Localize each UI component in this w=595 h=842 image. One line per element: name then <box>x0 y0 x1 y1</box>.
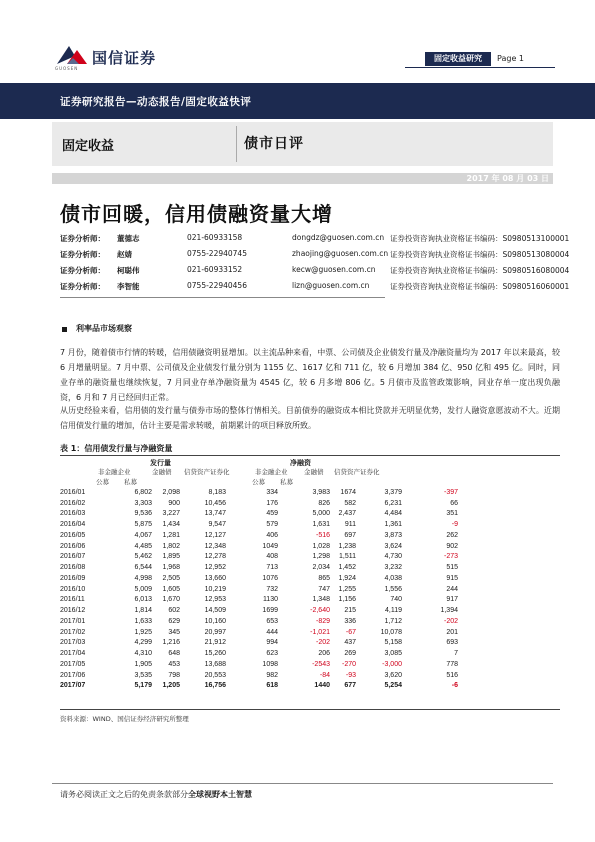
table-cell: 9,547 <box>208 521 226 529</box>
table-cell: -67 <box>345 628 356 636</box>
table-pad <box>458 541 560 552</box>
category-right: 债市日评 <box>244 136 304 152</box>
footer-slogan: 全球视野本土智慧 <box>188 790 252 799</box>
table-source: 资料来源：WIND、国信证券经济研究所整理 <box>60 715 189 723</box>
table-pad <box>458 519 560 530</box>
table-cell: 10,160 <box>204 617 226 625</box>
table-cell: 1,028 <box>312 542 330 550</box>
analyst-email[interactable]: dongdz@guosen.com.cn <box>292 233 385 242</box>
col-sub-private: 私募 <box>124 478 137 486</box>
table-cell: 3,535 <box>134 671 152 679</box>
table-cell: 8,183 <box>208 488 226 496</box>
table-cell: 406 <box>266 531 278 539</box>
table-cell: 6,231 <box>384 499 402 507</box>
table-cell: 911 <box>344 521 356 529</box>
table-cell: 21,912 <box>204 639 226 647</box>
table-cell: 12,127 <box>204 531 226 539</box>
row-month: 2016/07 <box>60 553 86 561</box>
section-bullet-icon <box>62 327 67 332</box>
table-cell: 1,633 <box>134 617 152 625</box>
table-cell: 206 <box>318 650 330 658</box>
table-cell: 915 <box>446 574 458 582</box>
table-cell: -84 <box>319 671 330 679</box>
table-pad <box>458 584 560 595</box>
analyst-name: 赵婧 <box>117 250 132 259</box>
analyst-row <box>60 233 570 247</box>
table-pad <box>458 530 560 541</box>
table-row <box>60 605 560 616</box>
table-cell: 1,631 <box>312 521 330 529</box>
table-cell: 5,875 <box>134 521 152 529</box>
table-cell: 732 <box>266 585 278 593</box>
analyst-license: 证券投资咨询执业资格证书编码：S0980516060001 <box>390 282 570 291</box>
table-pad <box>458 648 560 659</box>
table-cell: 334 <box>266 488 278 496</box>
table-cell: 66 <box>450 499 458 507</box>
table-cell: 1,905 <box>134 660 152 668</box>
table-cell: 677 <box>344 682 356 690</box>
footer-rule <box>52 783 553 784</box>
table-pad <box>458 595 560 606</box>
table-cell: 1,281 <box>162 531 180 539</box>
table-cell: 1,434 <box>162 521 180 529</box>
footer-disclaimer <box>60 789 252 800</box>
table-cell: 10,078 <box>380 628 402 636</box>
analyst-name: 董德志 <box>117 234 140 243</box>
table-cell: 740 <box>390 596 402 604</box>
row-month: 2016/11 <box>60 596 85 604</box>
table-row <box>60 487 560 498</box>
table-cell: 1,348 <box>312 596 330 604</box>
header-rule <box>405 67 555 68</box>
table-cell: 201 <box>446 628 458 636</box>
table-cell: 747 <box>318 585 330 593</box>
table-row <box>60 562 560 573</box>
footer-text: 请务必阅读正文之后的免责条款部分 <box>60 790 188 799</box>
table-row <box>60 681 560 692</box>
table-row <box>60 573 560 584</box>
table-cell: 15,260 <box>204 650 226 658</box>
table-cell: 4,998 <box>134 574 152 582</box>
table-row <box>60 659 560 670</box>
table-cell: -516 <box>315 531 330 539</box>
table-cell: 1,605 <box>162 585 180 593</box>
analyst-row <box>60 281 570 295</box>
table-cell: 1076 <box>262 574 278 582</box>
table-cell: 618 <box>266 682 278 690</box>
table-cell: -202 <box>315 639 330 647</box>
table-cell: 648 <box>168 650 180 658</box>
table-cell: 697 <box>344 531 356 539</box>
row-month: 2016/04 <box>60 521 86 529</box>
table-cell: 10,456 <box>204 499 226 507</box>
table-cell: 3,983 <box>312 488 330 496</box>
table-cell: 4,310 <box>134 650 152 658</box>
table-cell: 1,968 <box>162 564 180 572</box>
table-cell: 437 <box>344 639 356 647</box>
table-cell: -270 <box>341 660 356 668</box>
table-cell: 902 <box>446 542 458 550</box>
table-cell: 5,254 <box>384 682 402 690</box>
table-cell: 653 <box>266 617 278 625</box>
col-head-nonfin-net: 非金融企业 <box>255 468 288 476</box>
table-cell: 7 <box>454 650 458 658</box>
row-month: 2017/06 <box>60 671 86 679</box>
category-left: 固定收益 <box>62 139 115 154</box>
table-cell: 5,179 <box>134 682 152 690</box>
table-cell: 1699 <box>262 607 278 615</box>
table-cell: 4,299 <box>134 639 152 647</box>
table-top-rule <box>60 455 560 456</box>
table-cell: 1,814 <box>134 607 152 615</box>
table-row <box>60 670 560 681</box>
table-cell: 602 <box>168 607 180 615</box>
table-cell: 13,660 <box>204 574 226 582</box>
table-cell: 693 <box>446 639 458 647</box>
table-cell: 1,205 <box>162 682 180 690</box>
table-cell: 6,013 <box>134 596 152 604</box>
table-pad <box>458 681 560 692</box>
row-month: 2016/12 <box>60 607 86 615</box>
table-cell: 1,255 <box>338 585 356 593</box>
table-cell: 3,232 <box>384 564 402 572</box>
table-cell: 4,730 <box>384 553 402 561</box>
table-cell: 1,298 <box>312 553 330 561</box>
table-cell: 994 <box>266 639 278 647</box>
analyst-email[interactable]: kecw@guosen.com.cn <box>292 265 376 274</box>
table-cell: 6,544 <box>134 564 152 572</box>
analyst-phone: 0755-22940745 <box>187 249 247 258</box>
analyst-license: 证券投资咨询执业资格证书编码：S0980513080004 <box>390 250 570 259</box>
table-title: 表 1：信用债发行量与净融资量 <box>60 444 173 453</box>
table-pad <box>458 627 560 638</box>
table-cell: 1,452 <box>338 564 356 572</box>
table-cell: 4,484 <box>384 510 402 518</box>
table-cell: 1,216 <box>162 639 180 647</box>
table-cell: -202 <box>443 617 458 625</box>
table-cell: 629 <box>168 617 180 625</box>
col-head-abs-net: 信贷资产证券化 <box>334 468 380 476</box>
table-pad <box>458 573 560 584</box>
table-cell: 12,953 <box>204 596 226 604</box>
row-month: 2016/06 <box>60 542 86 550</box>
table-cell: 1049 <box>262 542 278 550</box>
table-row <box>60 616 560 627</box>
table-cell: 1,156 <box>338 596 356 604</box>
table-cell: 3,620 <box>384 671 402 679</box>
row-month: 2017/05 <box>60 660 86 668</box>
row-month: 2016/01 <box>60 488 86 496</box>
col-head-abs: 信贷资产证券化 <box>184 468 230 476</box>
table-cell: 3,085 <box>384 650 402 658</box>
table-cell: 1440 <box>314 682 330 690</box>
table-cell: 262 <box>446 531 458 539</box>
table-cell: 351 <box>446 510 458 518</box>
table-pad <box>458 659 560 670</box>
table-cell: 20,553 <box>204 671 226 679</box>
report-type-tag: 固定收益研究 <box>425 52 491 66</box>
table-cell: 444 <box>266 628 278 636</box>
group-head-net-financing: 净融资 <box>290 459 311 467</box>
table-pad <box>458 498 560 509</box>
table-cell: 4,067 <box>134 531 152 539</box>
table-cell: 12,952 <box>204 564 226 572</box>
table-cell: 244 <box>446 585 458 593</box>
table-cell: 215 <box>344 607 356 615</box>
analyst-role: 证券分析师： <box>60 234 105 243</box>
analyst-license: 证券投资咨询执业资格证书编码：S0980516080004 <box>390 266 570 275</box>
table-cell: 14,509 <box>204 607 226 615</box>
analyst-row <box>60 265 570 279</box>
report-title: 债市回暖，信用债融资量大增 <box>60 202 333 226</box>
table-row <box>60 595 560 606</box>
analyst-row <box>60 249 570 263</box>
table-cell: 176 <box>266 499 278 507</box>
table-cell: 1,712 <box>384 617 402 625</box>
table-cell: 3,873 <box>384 531 402 539</box>
table-cell: -6 <box>451 682 458 690</box>
col-sub-public: 公募 <box>96 478 109 486</box>
table-cell: 2,505 <box>162 574 180 582</box>
table-row <box>60 584 560 595</box>
analyst-role: 证券分析师： <box>60 266 105 275</box>
table-pad <box>458 670 560 681</box>
table-cell: 13,688 <box>204 660 226 668</box>
guosen-logo-icon <box>55 44 89 66</box>
table-cell: 516 <box>446 671 458 679</box>
col-head-nonfin: 非金融企业 <box>98 468 131 476</box>
table-pad <box>458 487 560 498</box>
paragraph-2: 从历史经验来看，信用债的发行量与债券市场的整体行情相关。目前债券的融资成本相比贷款并无明显优势，发行人融资意愿波动不大。近期信用债发行量的增加，估计主要是需求转暖，前期累计的项目释放所致。 <box>60 406 560 430</box>
col-sub-private-net: 私募 <box>280 478 293 486</box>
table-cell: 4,038 <box>384 574 402 582</box>
table-row <box>60 519 560 530</box>
table-cell: -1,021 <box>310 628 330 636</box>
table-cell: -93 <box>345 671 356 679</box>
table-cell: 778 <box>446 660 458 668</box>
table-cell: 582 <box>344 499 356 507</box>
table-cell: 459 <box>266 510 278 518</box>
row-month: 2017/01 <box>60 617 86 625</box>
table-pad <box>458 638 560 649</box>
table-row <box>60 552 560 563</box>
table-cell: 3,624 <box>384 542 402 550</box>
table-cell: 4,119 <box>385 607 402 615</box>
table-cell: 9,536 <box>134 510 152 518</box>
table-cell: 579 <box>266 521 278 529</box>
paragraph-1: 7 月份，随着债市行情的转暖，信用债融资明显增加。以主流品种来看，中票、公司债及企业债发行量及净融资量均为 2017 年以来最高，较 6 月增量明显。7 月中票、公司债及企业债发行量分别为 1155 亿、1617 亿和 711 亿，较 6 月增加 384 亿、950 亿和 495 亿。同时，同业存单的融资量也继续恢复，7 月同业存单净融资量为 4545 亿，较 6 月多增 806 亿。5 月债市及监管政策影响，同业存单一度出现负融资，6 月和 7 月已经回归正常。 <box>60 348 560 402</box>
table-cell: 5,462 <box>134 553 152 561</box>
table-cell: 1,924 <box>338 574 356 582</box>
col-head-fin: 金融债 <box>152 468 172 476</box>
table-cell: 917 <box>446 596 458 604</box>
analyst-email[interactable]: zhaojing@guosen.com.cn <box>292 249 389 258</box>
table-cell: 1,361 <box>384 521 402 529</box>
analyst-role: 证券分析师： <box>60 250 105 259</box>
analyst-license: 证券投资咨询执业资格证书编码：S0980513100001 <box>390 234 570 243</box>
table-pad <box>458 605 560 616</box>
table-cell: 13,747 <box>204 510 226 518</box>
table-cell: 3,227 <box>162 510 180 518</box>
table-bottom-rule <box>60 709 560 710</box>
table-pad <box>458 562 560 573</box>
table-cell: 453 <box>168 660 180 668</box>
analyst-rule <box>60 297 385 298</box>
table-cell: 12,348 <box>204 542 226 550</box>
credit-bond-table <box>60 487 560 691</box>
row-month: 2016/02 <box>60 499 86 507</box>
category-divider <box>236 126 237 162</box>
table-cell: -273 <box>443 553 458 561</box>
table-cell: -2543 <box>312 660 330 668</box>
analyst-name: 李智能 <box>117 282 140 291</box>
table-cell: 16,756 <box>204 682 226 690</box>
row-month: 2016/10 <box>60 585 86 593</box>
table-row <box>60 509 560 520</box>
table-cell: 1130 <box>262 596 278 604</box>
col-head-fin-net: 金融债 <box>304 468 324 476</box>
section-title: 利率品市场观察 <box>76 324 132 333</box>
table-cell: 1674 <box>340 488 356 496</box>
table-row <box>60 627 560 638</box>
row-month: 2016/08 <box>60 564 86 572</box>
table-cell: 623 <box>266 650 278 658</box>
table-cell: 1,394 <box>440 607 458 615</box>
table-cell: -9 <box>451 521 458 529</box>
table-row <box>60 541 560 552</box>
table-cell: 713 <box>266 564 278 572</box>
table-cell: -397 <box>443 488 458 496</box>
table-cell: 408 <box>266 553 278 561</box>
brand-sub: GUOSEN <box>55 66 79 71</box>
report-date: 2017 年 08 月 03 日 <box>466 174 549 183</box>
analyst-phone: 021-60933158 <box>187 233 243 242</box>
row-month: 2017/07 <box>60 682 86 690</box>
row-month: 2017/04 <box>60 650 86 658</box>
table-cell: 1098 <box>262 660 278 668</box>
table-cell: 336 <box>344 617 356 625</box>
brand-name: 国信证券 <box>92 49 157 67</box>
table-cell: 1,511 <box>339 553 356 561</box>
table-cell: -829 <box>315 617 330 625</box>
analyst-email[interactable]: lizn@guosen.com.cn <box>292 281 370 290</box>
table-cell: 5,009 <box>134 585 152 593</box>
row-month: 2016/09 <box>60 574 86 582</box>
table-cell: 826 <box>318 499 330 507</box>
table-cell: 2,034 <box>312 564 330 572</box>
table-cell: 1,670 <box>162 596 180 604</box>
table-cell: 4,485 <box>134 542 152 550</box>
report-category-text: 证券研究报告—动态报告/固定收益快评 <box>60 96 252 108</box>
analyst-phone: 0755-22940456 <box>187 281 247 290</box>
table-cell: 12,278 <box>204 553 226 561</box>
group-head-issuance: 发行量 <box>150 459 171 467</box>
table-cell: 5,158 <box>384 639 402 647</box>
analyst-phone: 021-60933152 <box>187 265 243 274</box>
table-pad <box>458 552 560 563</box>
table-row <box>60 498 560 509</box>
table-cell: 1,238 <box>338 542 356 550</box>
table-cell: 345 <box>168 628 180 636</box>
table-cell: 515 <box>446 564 458 572</box>
table-cell: 3,379 <box>384 488 402 496</box>
table-cell: -3,000 <box>382 660 402 668</box>
table-cell: 6,802 <box>134 488 152 496</box>
table-cell: 2,098 <box>162 488 180 496</box>
table-cell: 20,997 <box>204 628 226 636</box>
row-month: 2016/05 <box>60 531 86 539</box>
row-month: 2017/02 <box>60 628 86 636</box>
page-number: Page 1 <box>497 54 524 63</box>
table-cell: 1,925 <box>134 628 152 636</box>
table-row <box>60 648 560 659</box>
table-cell: 2,437 <box>338 510 356 518</box>
analyst-role: 证券分析师： <box>60 282 105 291</box>
table-cell: -2,640 <box>310 607 330 615</box>
table-cell: 798 <box>168 671 180 679</box>
table-cell: 10,219 <box>204 585 226 593</box>
table-cell: 982 <box>266 671 278 679</box>
row-month: 2017/03 <box>60 639 86 647</box>
table-row <box>60 638 560 649</box>
table-cell: 5,000 <box>312 510 330 518</box>
table-cell: 3,303 <box>134 499 152 507</box>
table-row <box>60 530 560 541</box>
table-cell: 1,895 <box>162 553 180 561</box>
analyst-name: 柯聪伟 <box>117 266 140 275</box>
table-cell: 900 <box>168 499 180 507</box>
table-pad <box>458 509 560 520</box>
table-cell: 1,556 <box>384 585 402 593</box>
row-month: 2016/03 <box>60 510 86 518</box>
table-cell: 1,802 <box>162 542 180 550</box>
col-sub-public-net: 公募 <box>252 478 265 486</box>
table-pad <box>458 616 560 627</box>
table-cell: 269 <box>344 650 356 658</box>
table-cell: 865 <box>318 574 330 582</box>
